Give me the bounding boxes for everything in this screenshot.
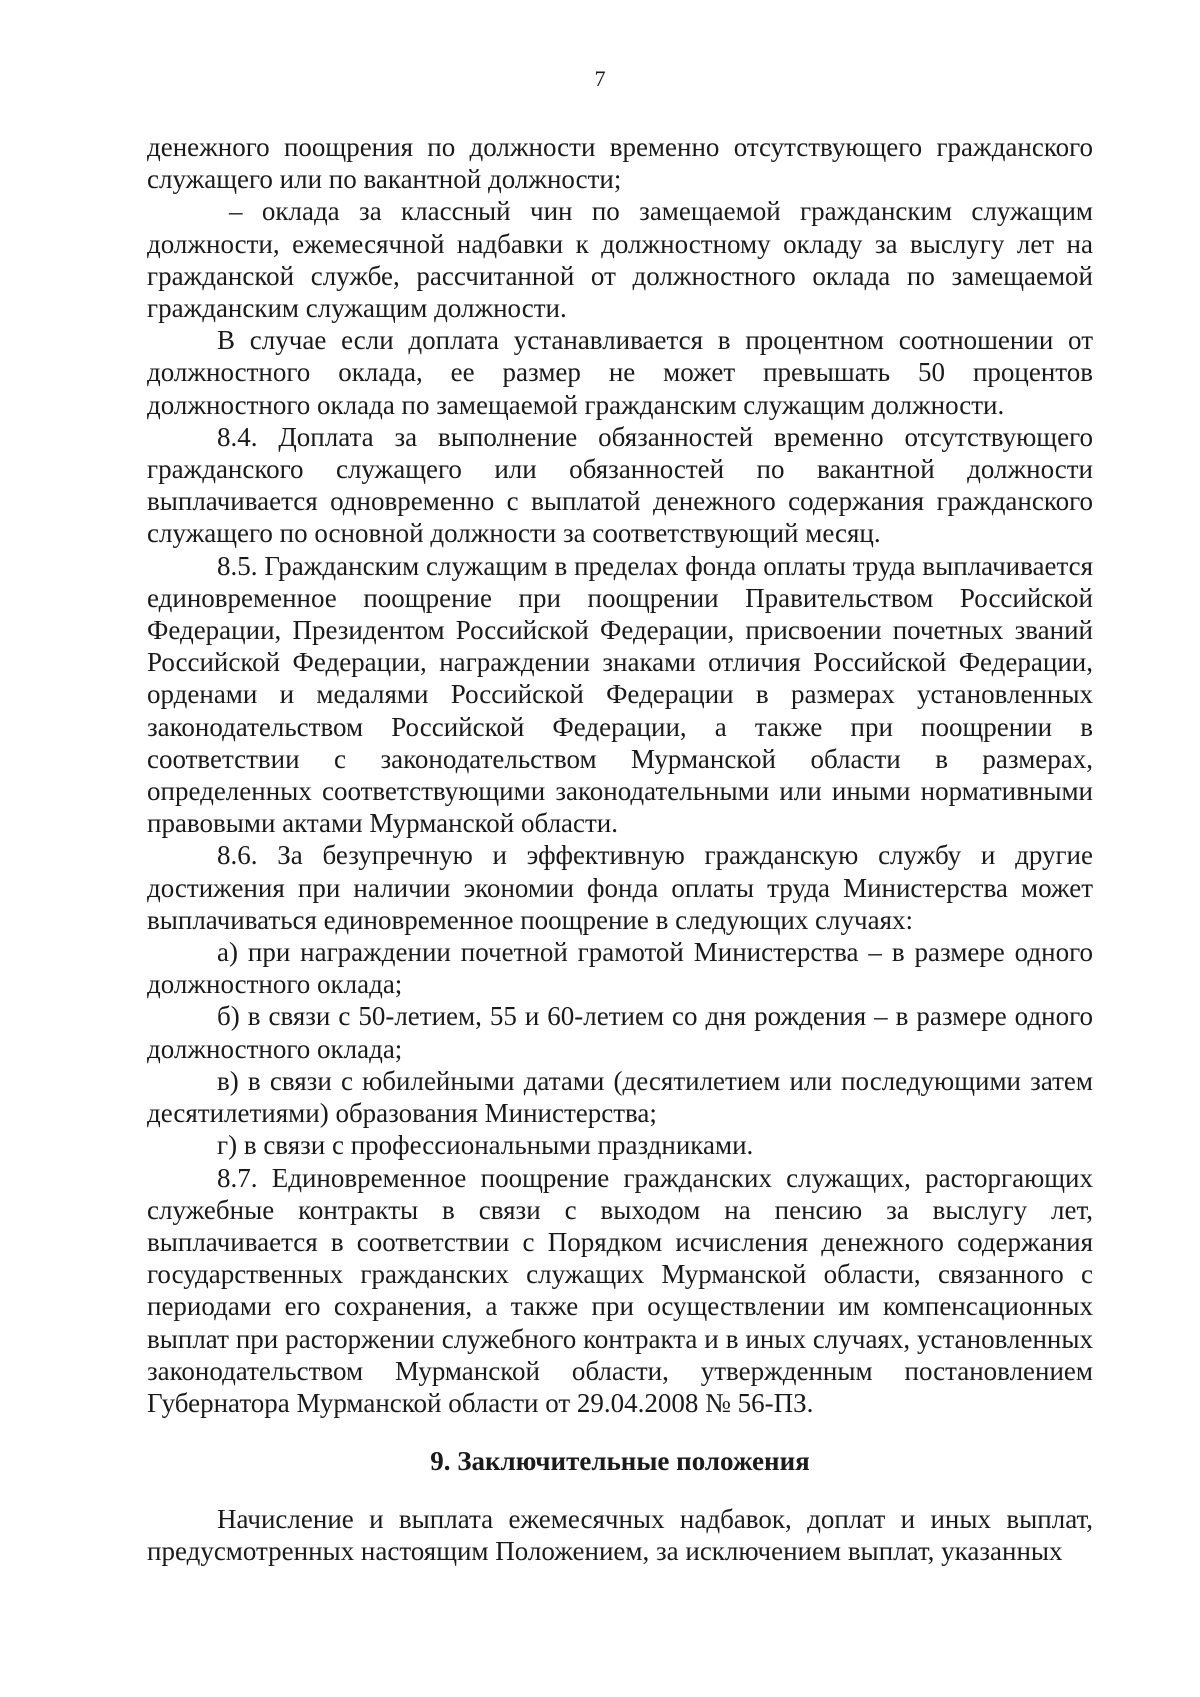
paragraph-8-5: 8.5. Гражданским служащим в пределах фонда оплаты труда выплачивается единовременное поощрение при поощрении Правительством Российской Федерации, Президентом Российской Федерации, присвоении почетных званий Российской Федерации, награждении знаками отличия Российской Федерации, орденами и медалями Российской Федерации в размерах установленных законодательством Российской Федерации, а также при поощрении в соответствии с законодательством Мурманской области в размерах, определенных соответствующими законодательными или иными нормативными правовыми актами Мурманской области.: [147, 550, 1093, 839]
paragraph-8-4: 8.4. Доплата за выполнение обязанностей временно отсутствующего гражданского служащего или обязанностей по вакантной должности выплачивается одновременно с выплатой денежного содержания гражданского служащего по основной должности за соответствующий месяц.: [147, 421, 1093, 549]
paragraph-percent-limit: В случае если доплата устанавливается в процентном соотношении от должностного оклада, ее размер не может превышать 50 процентов должностного оклада по замещаемой гражданским служащим должности.: [147, 325, 1093, 420]
paragraph-continuation: денежного поощрения по должности временно отсутствующего гражданского служащего или по вакантной должности;: [147, 132, 1093, 195]
paragraph-final: Начисление и выплата ежемесячных надбавок, доплат и иных выплат, предусмотренных настоящим Положением, за исключением выплат, указанных: [147, 1504, 1093, 1567]
section-heading: 9. Заключительные положения: [430, 1446, 810, 1477]
paragraph-8-7: 8.7. Единовременное поощрение гражданских служащих, расторгающих служебные контракты в связи с выходом на пенсию за выслугу лет, выплачивается в соответствии с Порядком исчисления денежного содержания государственных гражданских служащих Мурманской области, связанного с периодами его сохранения, а также при осуществлении им компенсационных выплат при расторжении служебного контракта и в иных случаях, установленных законодательством Мурманской области, утвержденным постановлением Губернатора Мурманской области от 29.04.2008 № 56-ПЗ.: [147, 1162, 1093, 1418]
list-item-a: а) при награждении почетной грамотой Министерства – в размере одного должностного оклада;: [147, 937, 1093, 1000]
list-item-b: б) в связи с 50-летием, 55 и 60-летием со дня рождения – в размере одного должностного оклада;: [147, 1001, 1093, 1064]
document-body: [147, 131, 1093, 1568]
list-item-v: в) в связи с юбилейными датами (десятилетием или последующими затем десятилетиями) образования Министерства;: [147, 1065, 1093, 1129]
page-number: 7: [594, 66, 606, 91]
list-item-g: г) в связи с профессиональными праздниками.: [217, 1130, 754, 1161]
paragraph-8-6: 8.6. За безупречную и эффективную гражданскую службу и другие достижения при наличии экономии фонда оплаты труда Министерства может выплачиваться единовременное поощрение в следующих случаях:: [147, 840, 1093, 935]
paragraph-dash-item: – оклада за классный чин по замещаемой гражданским служащим должности, ежемесячной надбавки к должностному окладу за выслугу лет на гражданской службе, рассчитанной от должностного оклада по замещаемой гражданским служащим должности.: [147, 196, 1093, 324]
